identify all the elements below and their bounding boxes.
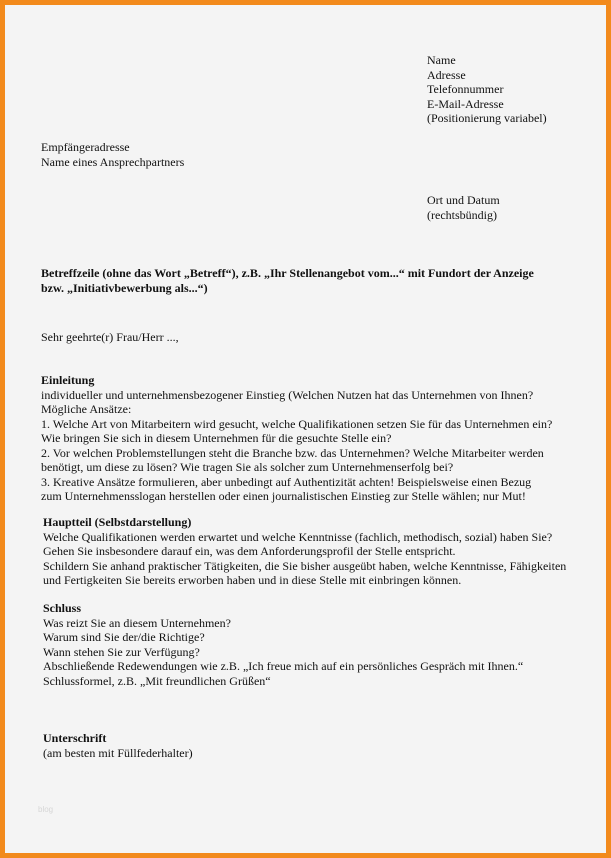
text-line: Wie bringen Sie sich in diesem Unternehmen für die gesuchte Stelle ein?	[41, 431, 392, 445]
sender-block	[427, 53, 547, 126]
recipient-block	[41, 140, 184, 169]
closing-heading: Schluss	[43, 601, 82, 615]
text-line: benötigt, um diese zu lösen? Wie tragen Sie als solcher zum Unternehmenserfolg bei?	[41, 460, 454, 474]
subject-line	[41, 266, 534, 295]
subject-line-1: Betreffzeile (ohne das Wort „Betreff“), z.B. „Ihr Stellenangebot vom...“ mit Fundort der Anzeige	[41, 266, 534, 280]
signature-section	[43, 731, 193, 760]
intro-section	[41, 373, 552, 504]
text-line: und Fertigkeiten Sie bereits erworben haben und in diese Stelle mit einbringen können.	[43, 573, 462, 587]
text-line: Abschließende Redewendungen wie z.B. „Ich freue mich auf ein persönliches Gespräch mit Ihnen.“	[43, 659, 524, 673]
text-line: Wann stehen Sie zur Verfügung?	[43, 644, 200, 659]
closing-section	[43, 601, 523, 688]
watermark: blog	[38, 805, 54, 814]
intro-heading: Einleitung	[41, 373, 95, 387]
text-line: Welche Qualifikationen werden erwartet und welche Kenntnisse (fachlich, methodisch, sozial) haben Sie?	[43, 529, 553, 544]
sender-name: Name	[427, 53, 456, 67]
main-section	[43, 515, 566, 588]
signature-heading: Unterschrift	[43, 731, 107, 745]
text-line: Schildern Sie anhand praktischer Tätigkeiten, die Sie bisher ausgeübt haben, welche Kenntnisse, Fähigkeiten	[43, 558, 567, 573]
sender-email: E-Mail-Adresse	[427, 96, 504, 111]
place-date: Ort und Datum	[427, 193, 500, 207]
signature-note: (am besten mit Füllfederhalter)	[43, 745, 193, 760]
sender-address: Adresse	[427, 67, 466, 82]
text-line: Schlussformel, z.B. „Mit freundlichen Grüßen“	[43, 673, 271, 688]
recipient-address: Empfängeradresse	[41, 140, 130, 154]
text-line: zum Unternehmensslogan herstellen oder einen journalistischen Einstieg zur Stelle wählen; nur Mut!	[41, 489, 526, 503]
text-line: 3. Kreative Ansätze formulieren, aber unbedingt auf Authentizität achten! Beispielsweise einen Bezug	[41, 474, 532, 489]
recipient-contact: Name eines Ansprechpartners	[41, 154, 185, 169]
text-line: Was reizt Sie an diesem Unternehmen?	[43, 615, 231, 630]
date-block	[427, 193, 500, 222]
text-line: 1. Welche Art von Mitarbeitern wird gesucht, welche Qualifikationen setzen Sie für das Unternehmen ein?	[41, 416, 553, 431]
main-heading: Hauptteil (Selbstdarstellung)	[43, 515, 192, 529]
text-line: Warum sind Sie der/die Richtige?	[43, 630, 205, 644]
date-note: (rechtsbündig)	[427, 207, 497, 222]
subject-line-2: bzw. „Initiativbewerbung als...“)	[41, 280, 208, 295]
text-line: Mögliche Ansätze:	[41, 402, 132, 416]
salutation: Sehr geehrte(r) Frau/Herr ...,	[41, 330, 179, 344]
text-line: Gehen Sie insbesondere darauf ein, was dem Anforderungsprofil der Stelle entspricht.	[43, 544, 456, 558]
text-line: individueller und unternehmensbezogener Einstieg (Welchen Nutzen hat das Unternehmen von Ihnen?	[41, 387, 534, 402]
sender-note: (Positionierung variabel)	[427, 111, 547, 125]
sender-phone: Telefonnummer	[427, 82, 504, 96]
text-line: 2. Vor welchen Problemstellungen steht die Branche bzw. das Unternehmen? Welche Mitarbeiter werden	[41, 445, 544, 460]
